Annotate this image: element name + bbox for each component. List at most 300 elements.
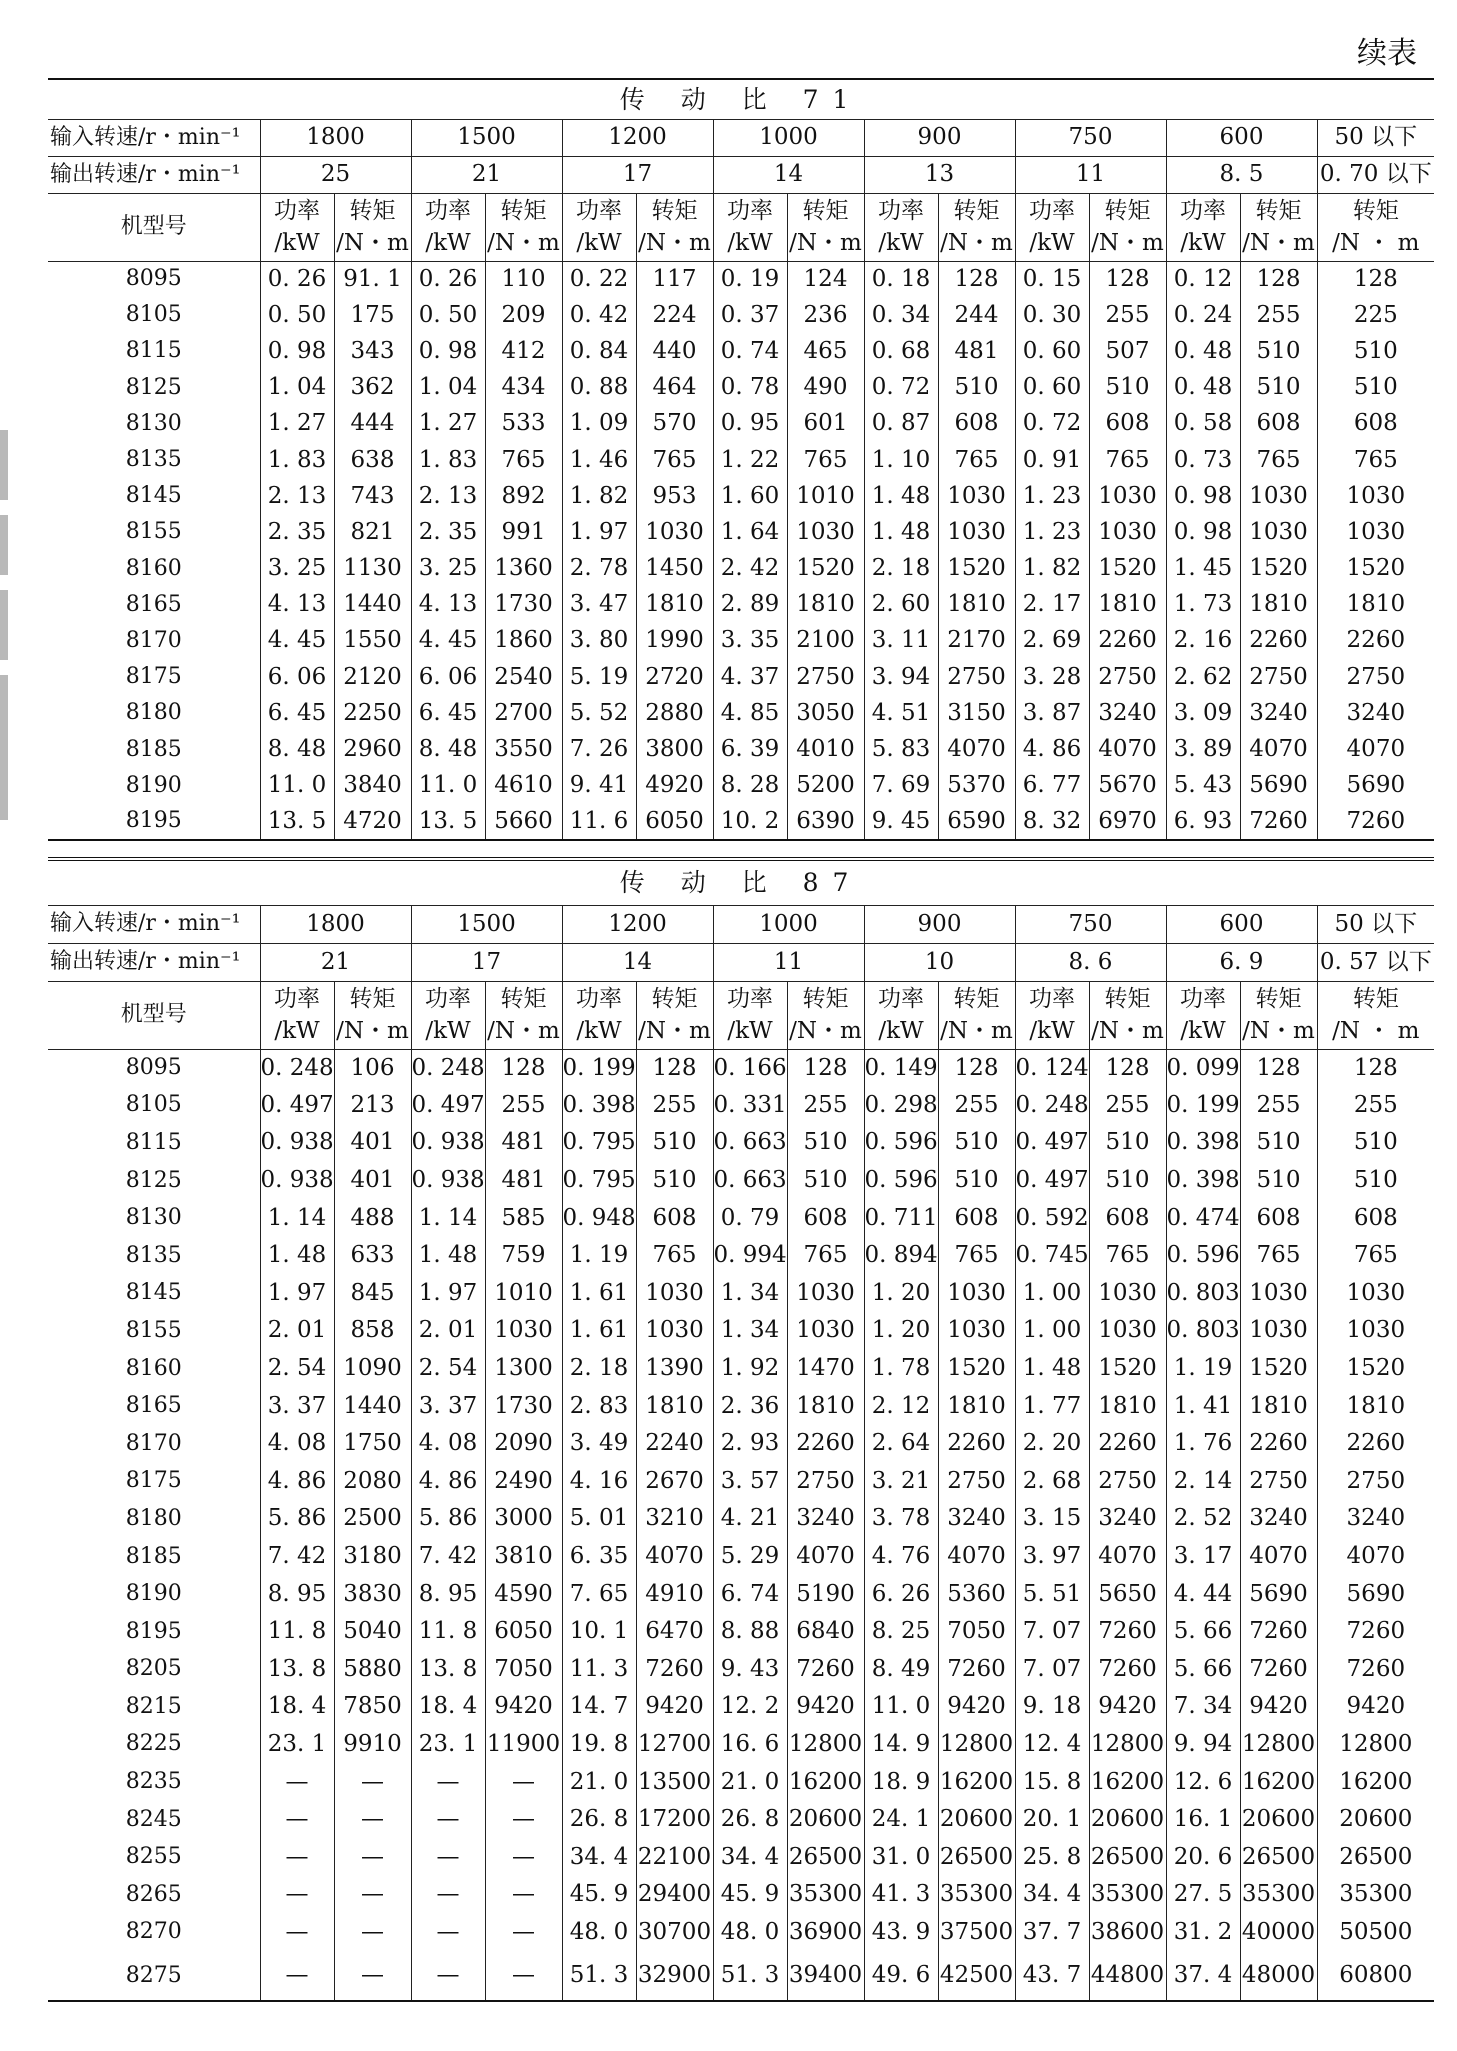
power-unit-header bbox=[260, 981, 334, 1049]
power-value: 5. 19 bbox=[562, 659, 636, 695]
power-value: 8. 49 bbox=[864, 1651, 938, 1689]
input-speed-value: 1500 bbox=[411, 119, 562, 156]
torque-value: 1030 bbox=[938, 1312, 1015, 1350]
torque-value: 48000 bbox=[1240, 1951, 1317, 2001]
table-row bbox=[48, 1087, 1434, 1125]
torque-value: 35300 bbox=[1240, 1876, 1317, 1914]
input-speed-value: 600 bbox=[1166, 905, 1317, 943]
table-row bbox=[48, 1914, 1434, 1952]
torque-unit-header bbox=[1317, 981, 1434, 1049]
torque-value: 26500 bbox=[787, 1838, 864, 1876]
power-value: 2. 52 bbox=[1166, 1500, 1240, 1538]
power-value: 11. 8 bbox=[260, 1613, 334, 1651]
power-value: 0. 948 bbox=[562, 1199, 636, 1237]
torque-value: 255 bbox=[1240, 1087, 1317, 1125]
torque-value: 35300 bbox=[787, 1876, 864, 1914]
power-value: 6. 93 bbox=[1166, 804, 1240, 840]
torque-unit-header bbox=[1089, 193, 1166, 261]
torque-value: 117 bbox=[636, 261, 713, 297]
power-value: 4. 44 bbox=[1166, 1575, 1240, 1613]
power-value: 0. 98 bbox=[411, 333, 485, 369]
power-value: 6. 45 bbox=[411, 695, 485, 731]
torque-value: 2100 bbox=[787, 623, 864, 659]
power-value: 12. 2 bbox=[713, 1688, 787, 1726]
power-value: 4. 13 bbox=[260, 587, 334, 623]
power-value: 18. 4 bbox=[411, 1688, 485, 1726]
torque-value: 26500 bbox=[1240, 1838, 1317, 1876]
continued-label: 续表 bbox=[1357, 36, 1417, 71]
torque-value: 608 bbox=[1317, 1199, 1434, 1237]
torque-value: 608 bbox=[1240, 406, 1317, 442]
torque-value: 1030 bbox=[938, 514, 1015, 550]
table-row bbox=[48, 1275, 1434, 1313]
torque-value: 9420 bbox=[1240, 1688, 1317, 1726]
table-row bbox=[48, 1613, 1434, 1651]
table-row bbox=[48, 1726, 1434, 1764]
power-value: 8. 88 bbox=[713, 1613, 787, 1651]
torque-value: 481 bbox=[938, 333, 1015, 369]
output-speed-value: 10 bbox=[864, 943, 1015, 981]
power-value: 4. 86 bbox=[1015, 731, 1089, 767]
torque-value: 128 bbox=[636, 1049, 713, 1087]
torque-value: 6590 bbox=[938, 804, 1015, 840]
torque-value: 1520 bbox=[1240, 1350, 1317, 1388]
torque-value: 7260 bbox=[1317, 1613, 1434, 1651]
input-speed-value: 750 bbox=[1015, 119, 1166, 156]
power-value: 0. 88 bbox=[562, 370, 636, 406]
torque-value: 510 bbox=[1317, 333, 1434, 369]
power-value: 0. 795 bbox=[562, 1124, 636, 1162]
power-value: 2. 93 bbox=[713, 1425, 787, 1463]
torque-value: 1030 bbox=[1317, 1312, 1434, 1350]
torque-unit-text: 转矩 bbox=[349, 986, 396, 1012]
table-row bbox=[48, 587, 1434, 623]
torque-value: 1360 bbox=[485, 551, 562, 587]
torque-unit-text: /N・m bbox=[487, 1018, 560, 1044]
torque-value: 7050 bbox=[485, 1651, 562, 1689]
torque-unit-header bbox=[1240, 193, 1317, 261]
torque-value: 1030 bbox=[1089, 1312, 1166, 1350]
power-value: 0. 12 bbox=[1166, 261, 1240, 297]
power-unit-text: 功率 bbox=[576, 986, 622, 1012]
torque-value: 40000 bbox=[1240, 1914, 1317, 1952]
power-value: 51. 3 bbox=[562, 1951, 636, 2001]
torque-value: 255 bbox=[787, 1087, 864, 1125]
power-value: 4. 21 bbox=[713, 1500, 787, 1538]
power-value: 0. 938 bbox=[411, 1124, 485, 1162]
table-row bbox=[48, 1951, 1434, 2001]
torque-value: 2750 bbox=[1317, 659, 1434, 695]
power-unit-text: 功率 bbox=[1029, 198, 1075, 224]
model-number: 8095 bbox=[125, 1055, 182, 1081]
power-value: 0. 938 bbox=[411, 1162, 485, 1200]
power-value: 0. 91 bbox=[1015, 442, 1089, 478]
torque-value: 2750 bbox=[1317, 1463, 1434, 1501]
torque-value: 12800 bbox=[1240, 1726, 1317, 1764]
torque-value: 5690 bbox=[1317, 768, 1434, 804]
power-value: 1. 45 bbox=[1166, 551, 1240, 587]
torque-value: 5880 bbox=[334, 1651, 411, 1689]
torque-value: 5690 bbox=[1240, 1575, 1317, 1613]
power-value: 2. 54 bbox=[411, 1350, 485, 1388]
torque-value: 3240 bbox=[1089, 695, 1166, 731]
power-unit-text: 功率 bbox=[576, 198, 622, 224]
torque-value: 16200 bbox=[938, 1763, 1015, 1801]
power-value: 2. 62 bbox=[1166, 659, 1240, 695]
power-value: 34. 4 bbox=[1015, 1876, 1089, 1914]
power-value: 4. 76 bbox=[864, 1538, 938, 1576]
torque-value: 510 bbox=[1240, 333, 1317, 369]
torque-value: 765 bbox=[787, 1237, 864, 1275]
margin-tab-marker bbox=[0, 590, 8, 660]
torque-value: 1750 bbox=[334, 1425, 411, 1463]
torque-unit-text: 转矩 bbox=[500, 198, 547, 224]
power-value: 9. 45 bbox=[864, 804, 938, 840]
power-value: 1. 48 bbox=[411, 1237, 485, 1275]
torque-value: 434 bbox=[485, 370, 562, 406]
power-value: 6. 35 bbox=[562, 1538, 636, 1576]
torque-value: 128 bbox=[938, 261, 1015, 297]
power-value: — bbox=[411, 1838, 485, 1876]
power-value: 4. 51 bbox=[864, 695, 938, 731]
torque-value: 1030 bbox=[1089, 478, 1166, 514]
power-value: 3. 94 bbox=[864, 659, 938, 695]
power-value: 2. 13 bbox=[411, 478, 485, 514]
torque-value: 16200 bbox=[1240, 1763, 1317, 1801]
torque-value: 1030 bbox=[1089, 514, 1166, 550]
power-value: 1. 19 bbox=[1166, 1350, 1240, 1388]
torque-value: 6840 bbox=[787, 1613, 864, 1651]
torque-value: 255 bbox=[1089, 297, 1166, 333]
torque-value: 2540 bbox=[485, 659, 562, 695]
torque-value: 17200 bbox=[636, 1801, 713, 1839]
model-header: 机型号 bbox=[48, 981, 260, 1049]
torque-value: 5190 bbox=[787, 1575, 864, 1613]
torque-unit-text: 转矩 bbox=[500, 986, 547, 1012]
torque-value: 2260 bbox=[1317, 623, 1434, 659]
torque-value: 13500 bbox=[636, 1763, 713, 1801]
table-row bbox=[48, 1688, 1434, 1726]
power-unit-header bbox=[864, 193, 938, 261]
power-value: 2. 64 bbox=[864, 1425, 938, 1463]
spec-table-ratio-71 bbox=[48, 78, 1434, 841]
torque-value: 2260 bbox=[1317, 1425, 1434, 1463]
torque-value: 3050 bbox=[787, 695, 864, 731]
torque-value: 2500 bbox=[334, 1500, 411, 1538]
power-value: 2. 18 bbox=[864, 551, 938, 587]
power-unit-text: 功率 bbox=[727, 986, 773, 1012]
power-value: 0. 68 bbox=[864, 333, 938, 369]
torque-unit-text: 转矩 bbox=[1352, 986, 1399, 1012]
model-number: 8105 bbox=[125, 1092, 182, 1118]
torque-value: 510 bbox=[1089, 1124, 1166, 1162]
power-value: 13. 8 bbox=[411, 1651, 485, 1689]
power-value: 0. 596 bbox=[1166, 1237, 1240, 1275]
torque-value: 1130 bbox=[334, 551, 411, 587]
power-value: 7. 34 bbox=[1166, 1688, 1240, 1726]
power-value: 7. 69 bbox=[864, 768, 938, 804]
torque-value: 1030 bbox=[1317, 514, 1434, 550]
torque-value: 2750 bbox=[938, 659, 1015, 695]
torque-value: 4070 bbox=[1317, 1538, 1434, 1576]
power-value: 0. 22 bbox=[562, 261, 636, 297]
power-value: 3. 89 bbox=[1166, 731, 1240, 767]
power-unit-header bbox=[1015, 981, 1089, 1049]
power-value: 2. 35 bbox=[260, 514, 334, 550]
power-value: 0. 124 bbox=[1015, 1049, 1089, 1087]
table-row bbox=[48, 1876, 1434, 1914]
torque-unit-header bbox=[485, 981, 562, 1049]
model-number: 8215 bbox=[125, 1693, 182, 1719]
torque-value: 510 bbox=[1317, 370, 1434, 406]
table-title-row bbox=[48, 859, 1434, 905]
table-row bbox=[48, 261, 1434, 297]
power-value: 11. 0 bbox=[411, 768, 485, 804]
table-row bbox=[48, 1500, 1434, 1538]
torque-value: 2250 bbox=[334, 695, 411, 731]
torque-unit-header bbox=[334, 981, 411, 1049]
torque-value: 9420 bbox=[1317, 1688, 1434, 1726]
margin-tab-marker bbox=[0, 430, 8, 500]
torque-value: 2750 bbox=[1240, 659, 1317, 695]
torque-value: 4720 bbox=[334, 804, 411, 840]
power-value: 1. 76 bbox=[1166, 1425, 1240, 1463]
torque-unit-text: /N・m bbox=[487, 230, 560, 256]
power-value: 3. 37 bbox=[260, 1387, 334, 1425]
torque-value: 1440 bbox=[334, 587, 411, 623]
torque-value: 608 bbox=[938, 1199, 1015, 1237]
torque-value: 16200 bbox=[1089, 1763, 1166, 1801]
power-value: 1. 48 bbox=[1015, 1350, 1089, 1388]
power-value: 5. 29 bbox=[713, 1538, 787, 1576]
torque-value: 175 bbox=[334, 297, 411, 333]
torque-value: 481 bbox=[485, 1162, 562, 1200]
power-value: 6. 06 bbox=[260, 659, 334, 695]
torque-value: — bbox=[485, 1914, 562, 1952]
power-value: 14. 9 bbox=[864, 1726, 938, 1764]
torque-value: 1010 bbox=[787, 478, 864, 514]
torque-value: 12700 bbox=[636, 1726, 713, 1764]
input-speed-value: 1000 bbox=[713, 119, 864, 156]
power-unit-text: 功率 bbox=[425, 986, 471, 1012]
power-unit-header bbox=[1166, 981, 1240, 1049]
power-value: 45. 9 bbox=[562, 1876, 636, 1914]
torque-value: 7260 bbox=[1240, 804, 1317, 840]
torque-value: 608 bbox=[1089, 406, 1166, 442]
torque-value: 510 bbox=[938, 1162, 1015, 1200]
torque-value: 765 bbox=[1317, 1237, 1434, 1275]
torque-value: 892 bbox=[485, 478, 562, 514]
power-value: 0. 331 bbox=[713, 1087, 787, 1125]
torque-value: 5670 bbox=[1089, 768, 1166, 804]
input-speed-label: 输入转速/r・min⁻¹ bbox=[48, 905, 260, 943]
torque-value: — bbox=[334, 1763, 411, 1801]
torque-value: 1030 bbox=[787, 1275, 864, 1313]
power-value: 2. 16 bbox=[1166, 623, 1240, 659]
power-value: 1. 48 bbox=[260, 1237, 334, 1275]
table-row bbox=[48, 1124, 1434, 1162]
power-value: 1. 73 bbox=[1166, 587, 1240, 623]
power-value: 4. 85 bbox=[713, 695, 787, 731]
torque-value: 255 bbox=[1240, 297, 1317, 333]
power-value: 0. 72 bbox=[864, 370, 938, 406]
torque-unit-text: /N・m bbox=[789, 1018, 862, 1044]
torque-value: 9910 bbox=[334, 1726, 411, 1764]
torque-value: 11900 bbox=[485, 1726, 562, 1764]
torque-value: 1030 bbox=[636, 1312, 713, 1350]
power-value: 19. 8 bbox=[562, 1726, 636, 1764]
torque-value: 9420 bbox=[1089, 1688, 1166, 1726]
torque-value: 510 bbox=[938, 1124, 1015, 1162]
torque-value: 765 bbox=[787, 442, 864, 478]
output-speed-value: 17 bbox=[411, 943, 562, 981]
power-value: 0. 099 bbox=[1166, 1049, 1240, 1087]
torque-unit-text: 转矩 bbox=[1255, 986, 1302, 1012]
torque-value: 585 bbox=[485, 1199, 562, 1237]
power-value: 1. 04 bbox=[260, 370, 334, 406]
torque-value: 5650 bbox=[1089, 1575, 1166, 1613]
torque-unit-header bbox=[636, 981, 713, 1049]
torque-value: — bbox=[334, 1951, 411, 2001]
torque-value: 3180 bbox=[334, 1538, 411, 1576]
torque-unit-text: /N・m bbox=[1091, 1018, 1164, 1044]
power-value: 1. 14 bbox=[260, 1199, 334, 1237]
power-value: 7. 42 bbox=[260, 1538, 334, 1576]
input-speed-value: 50 以下 bbox=[1317, 905, 1434, 943]
torque-value: 991 bbox=[485, 514, 562, 550]
power-unit-text: 功率 bbox=[727, 198, 773, 224]
torque-value: 2750 bbox=[787, 659, 864, 695]
torque-value: 44800 bbox=[1089, 1951, 1166, 2001]
torque-value: 4070 bbox=[938, 1538, 1015, 1576]
torque-value: 1030 bbox=[1240, 1275, 1317, 1313]
torque-value: 2700 bbox=[485, 695, 562, 731]
table-row bbox=[48, 1575, 1434, 1613]
output-speed-value: 11 bbox=[1015, 156, 1166, 193]
power-value: 14. 7 bbox=[562, 1688, 636, 1726]
table-row bbox=[48, 1425, 1434, 1463]
power-value: 0. 592 bbox=[1015, 1199, 1089, 1237]
power-value: 3. 80 bbox=[562, 623, 636, 659]
power-value: 3. 11 bbox=[864, 623, 938, 659]
model-number: 8185 bbox=[125, 1543, 182, 1569]
power-value: 8. 95 bbox=[260, 1575, 334, 1613]
torque-value: 3550 bbox=[485, 731, 562, 767]
power-value: 0. 711 bbox=[864, 1199, 938, 1237]
table-row bbox=[48, 478, 1434, 514]
model-number: 8270 bbox=[125, 1919, 182, 1945]
power-value: 0. 26 bbox=[260, 261, 334, 297]
torque-value: 3240 bbox=[1089, 1500, 1166, 1538]
power-value: — bbox=[411, 1914, 485, 1952]
torque-value: 759 bbox=[485, 1237, 562, 1275]
power-value: 13. 8 bbox=[260, 1651, 334, 1689]
power-unit-header bbox=[260, 193, 334, 261]
torque-value: 608 bbox=[787, 1199, 864, 1237]
power-value: — bbox=[411, 1951, 485, 2001]
power-value: 0. 48 bbox=[1166, 333, 1240, 369]
torque-value: 510 bbox=[1240, 1162, 1317, 1200]
power-value: 3. 57 bbox=[713, 1463, 787, 1501]
torque-value: 4070 bbox=[1089, 731, 1166, 767]
torque-value: 6470 bbox=[636, 1613, 713, 1651]
power-value: 37. 4 bbox=[1166, 1951, 1240, 2001]
torque-value: 2260 bbox=[1240, 1425, 1317, 1463]
table-title-row bbox=[48, 79, 1434, 119]
input-speed-value: 600 bbox=[1166, 119, 1317, 156]
torque-unit-text: 转矩 bbox=[953, 198, 1000, 224]
torque-value: 4010 bbox=[787, 731, 864, 767]
margin-tab-marker bbox=[0, 515, 8, 575]
torque-unit-text: /N・m bbox=[638, 230, 711, 256]
torque-value: 4920 bbox=[636, 768, 713, 804]
input-speed-value: 1500 bbox=[411, 905, 562, 943]
power-value: 2. 18 bbox=[562, 1350, 636, 1388]
torque-value: 128 bbox=[1240, 1049, 1317, 1087]
torque-value: 38600 bbox=[1089, 1914, 1166, 1952]
table-row bbox=[48, 1237, 1434, 1275]
power-value: 0. 98 bbox=[1166, 478, 1240, 514]
power-value: 3. 28 bbox=[1015, 659, 1089, 695]
torque-value: 845 bbox=[334, 1275, 411, 1313]
power-value: 48. 0 bbox=[562, 1914, 636, 1952]
torque-value: 20600 bbox=[1317, 1801, 1434, 1839]
power-value: 5. 66 bbox=[1166, 1651, 1240, 1689]
power-value: 0. 994 bbox=[713, 1237, 787, 1275]
torque-value: 12800 bbox=[938, 1726, 1015, 1764]
torque-value: 9420 bbox=[485, 1688, 562, 1726]
torque-value: 4070 bbox=[787, 1538, 864, 1576]
power-value: 1. 82 bbox=[562, 478, 636, 514]
power-value: 0. 803 bbox=[1166, 1275, 1240, 1313]
torque-value: 765 bbox=[938, 1237, 1015, 1275]
torque-unit-text: /N・m bbox=[336, 230, 409, 256]
output-speed-value: 8. 6 bbox=[1015, 943, 1166, 981]
power-value: 49. 6 bbox=[864, 1951, 938, 2001]
power-value: 1. 92 bbox=[713, 1350, 787, 1388]
torque-value: 1810 bbox=[636, 1387, 713, 1425]
power-value: 25. 8 bbox=[1015, 1838, 1089, 1876]
torque-value: 5200 bbox=[787, 768, 864, 804]
table-row bbox=[48, 659, 1434, 695]
power-value: 6. 26 bbox=[864, 1575, 938, 1613]
model-number: 8175 bbox=[125, 664, 182, 690]
torque-value: 2080 bbox=[334, 1463, 411, 1501]
power-value: 3. 09 bbox=[1166, 695, 1240, 731]
power-value: 0. 398 bbox=[562, 1087, 636, 1125]
torque-value: 2260 bbox=[1089, 623, 1166, 659]
torque-value: 20600 bbox=[787, 1801, 864, 1839]
power-value: 4. 86 bbox=[411, 1463, 485, 1501]
torque-value: 601 bbox=[787, 406, 864, 442]
torque-value: 20600 bbox=[1240, 1801, 1317, 1839]
torque-value: 3240 bbox=[1240, 1500, 1317, 1538]
torque-value: 953 bbox=[636, 478, 713, 514]
unit-header-row bbox=[48, 193, 1434, 261]
torque-value: 3240 bbox=[787, 1500, 864, 1538]
power-unit-text: /kW bbox=[576, 1018, 622, 1044]
power-value: 0. 894 bbox=[864, 1237, 938, 1275]
table-row bbox=[48, 623, 1434, 659]
model-number: 8255 bbox=[125, 1844, 182, 1870]
model-number: 8095 bbox=[125, 266, 182, 292]
torque-value: 2260 bbox=[1089, 1425, 1166, 1463]
power-value: — bbox=[411, 1876, 485, 1914]
power-value: 2. 83 bbox=[562, 1387, 636, 1425]
power-value: 2. 20 bbox=[1015, 1425, 1089, 1463]
torque-value: 1030 bbox=[1089, 1275, 1166, 1313]
torque-value: 533 bbox=[485, 406, 562, 442]
